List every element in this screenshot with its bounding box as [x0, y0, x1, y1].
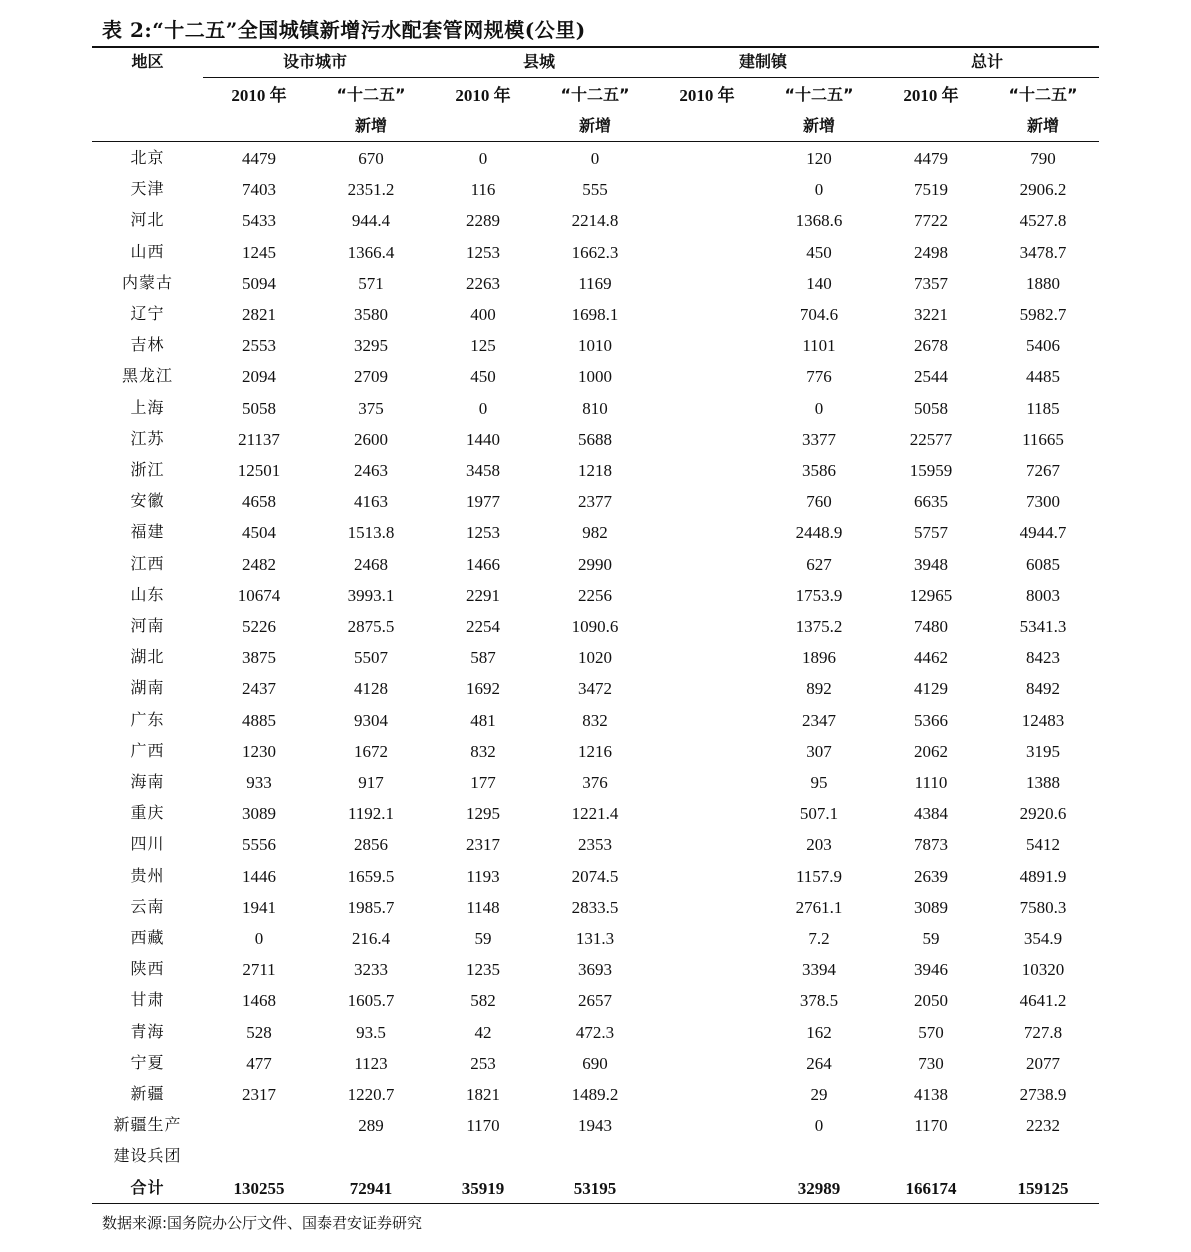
- table-cell: 1605.7: [347, 991, 395, 1011]
- table-cell: 4504: [242, 523, 276, 543]
- region-name: 贵州: [130, 865, 165, 885]
- table-cell: 7267: [1026, 461, 1060, 480]
- subheader-new-line1: “十二五”: [336, 85, 406, 104]
- table-cell: 6635: [914, 492, 948, 512]
- table-cell: 1192.1: [347, 804, 395, 824]
- table-cell: 1366.4: [347, 242, 395, 262]
- table-cell: 2738.9: [1019, 1085, 1067, 1104]
- table-cell: 587: [470, 648, 496, 668]
- table-cell: 2437: [242, 679, 276, 699]
- table-cell: 2761.1: [795, 897, 843, 917]
- region-name: 新疆: [130, 1084, 165, 1103]
- table-cell: 570: [918, 1022, 944, 1042]
- table-cell: 0: [814, 180, 824, 200]
- table-cell: 3948: [914, 554, 948, 574]
- table-cell: 2094: [242, 367, 276, 387]
- table-cell: 2317: [242, 1085, 276, 1104]
- table-cell: 5058: [242, 398, 276, 418]
- subheader-new-line2: 新增: [578, 116, 611, 135]
- table-cell: 690: [582, 1053, 608, 1073]
- table-cell: 2875.5: [347, 617, 395, 636]
- table-cell: 704.6: [799, 305, 839, 324]
- table-cell: 2050: [914, 991, 948, 1011]
- table-cell: 95: [810, 773, 828, 792]
- region-name: 北京: [130, 148, 165, 167]
- region-name: 辽宁: [130, 304, 165, 323]
- table-cell: 1368.6: [795, 211, 843, 231]
- table-cell: 582: [470, 991, 496, 1011]
- table-cell: 1218: [578, 461, 612, 480]
- table-cell: 253: [470, 1053, 496, 1073]
- region-name-line2: 建设兵团: [113, 1146, 182, 1166]
- total-cell: 53195: [573, 1179, 617, 1198]
- total-cell: 166174: [905, 1179, 957, 1198]
- table-cell: 1489.2: [571, 1085, 619, 1104]
- table-cell: 5341.3: [1019, 617, 1067, 636]
- table-cell: 3580: [354, 305, 388, 324]
- table-cell: 3221: [914, 305, 948, 324]
- table-cell: 727.8: [1023, 1022, 1063, 1042]
- table-cell: 2463: [354, 461, 388, 480]
- table-cell: 917: [358, 773, 384, 792]
- table-cell: 571: [358, 273, 384, 293]
- table-cell: 177: [470, 773, 496, 792]
- table-cell: 7480: [914, 617, 948, 636]
- table-cell: 5433: [242, 211, 276, 231]
- table-cell: 2709: [354, 367, 388, 387]
- table-cell: 1943: [578, 1116, 612, 1136]
- region-name: 西藏: [130, 928, 165, 947]
- table-cell: 2317: [466, 835, 500, 855]
- table-cell: 7357: [914, 273, 948, 293]
- table-cell: 3089: [914, 897, 948, 917]
- table-cell: 2062: [914, 741, 948, 761]
- subheader-new-line1: “十二五”: [784, 85, 854, 104]
- table-cell: 1692: [466, 679, 500, 699]
- table-cell: 832: [582, 710, 608, 730]
- table-cell: 1253: [466, 523, 500, 543]
- region-name: 湖南: [130, 678, 165, 698]
- table-cell: 477: [246, 1053, 272, 1073]
- total-cell: 130255: [233, 1179, 285, 1198]
- table-cell: 1157.9: [795, 866, 843, 886]
- table-cell: 5688: [578, 429, 612, 449]
- table-cell: 375: [358, 398, 384, 418]
- table-cell: 3946: [914, 960, 948, 980]
- table-cell: 2657: [578, 991, 612, 1011]
- table-cell: 1672: [354, 741, 388, 761]
- table-cell: 4944.7: [1019, 523, 1067, 543]
- table-cell: 8003: [1026, 585, 1060, 605]
- table-cell: 3089: [242, 804, 276, 824]
- table-cell: 1193: [466, 866, 500, 886]
- region-name: 河北: [130, 210, 165, 230]
- table-cell: 2256: [578, 585, 612, 605]
- table-cell: 5412: [1026, 835, 1060, 855]
- table-cell: 2833.5: [571, 897, 619, 917]
- table-cell: 216.4: [351, 929, 391, 948]
- table-cell: 1446: [242, 866, 276, 886]
- table-cell: 2353: [578, 835, 612, 855]
- table-cell: 3472: [578, 679, 612, 699]
- table-cell: 1235: [466, 960, 500, 980]
- table-cell: 528: [246, 1022, 272, 1042]
- table-cell: 116: [470, 180, 496, 200]
- table-cell: 1253: [466, 242, 500, 262]
- table-cell: 5556: [242, 835, 276, 855]
- table-cell: 1662.3: [571, 242, 619, 262]
- table-cell: 2600: [354, 429, 388, 449]
- table-cell: 892: [806, 679, 832, 699]
- table-cell: 3195: [1026, 741, 1060, 761]
- table-cell: 59: [474, 929, 492, 948]
- total-cell: 72941: [349, 1179, 393, 1198]
- table-cell: 7722: [914, 211, 948, 231]
- table-cell: 1880: [1026, 273, 1060, 293]
- table-cell: 4658: [242, 492, 276, 512]
- table-cell: 2351.2: [347, 180, 395, 200]
- table-cell: 140: [806, 273, 832, 293]
- table-cell: 10320: [1021, 960, 1065, 980]
- table-cell: 555: [582, 180, 608, 200]
- table-cell: 3394: [802, 960, 836, 980]
- group-header-town: 建制镇: [738, 52, 787, 71]
- table-cell: 12483: [1021, 710, 1065, 730]
- table-cell: 6085: [1026, 554, 1060, 574]
- subheader-2010: 2010 年: [679, 86, 735, 105]
- table-cell: 1110: [914, 773, 948, 792]
- table-cell: 93.5: [356, 1022, 386, 1042]
- region-name: 广西: [130, 740, 165, 760]
- table-cell: 4129: [914, 679, 948, 699]
- table-cell: 400: [470, 305, 496, 324]
- table-cell: 4479: [914, 149, 948, 168]
- table-cell: 933: [246, 773, 272, 792]
- region-name: 海南: [130, 772, 165, 791]
- table-cell: 8423: [1026, 648, 1060, 668]
- table-cell: 2074.5: [571, 866, 619, 886]
- table-cell: 481: [470, 710, 496, 730]
- table-cell: 378.5: [799, 991, 839, 1011]
- table-cell: 1185: [1026, 398, 1060, 418]
- table-cell: 1821: [466, 1085, 500, 1104]
- table-cell: 3377: [802, 429, 836, 449]
- subheader-2010: 2010 年: [455, 86, 511, 105]
- table-cell: 1513.8: [347, 523, 395, 543]
- table-cell: 4163: [354, 492, 388, 512]
- table-cell: 2711: [242, 960, 276, 980]
- region-name: 河南: [130, 616, 165, 635]
- table-cell: 1753.9: [795, 585, 843, 605]
- table-cell: 1468: [242, 991, 276, 1011]
- table-cell: 2639: [914, 866, 948, 886]
- table-cell: 21137: [238, 429, 280, 449]
- table-cell: 5058: [914, 398, 948, 418]
- group-underline: [203, 77, 1099, 78]
- region-name: 内蒙古: [121, 272, 173, 292]
- region-name: 青海: [130, 1021, 165, 1041]
- table-cell: 4138: [914, 1085, 948, 1104]
- table-cell: 2906.2: [1019, 180, 1067, 200]
- table-cell: 4384: [914, 804, 948, 824]
- table-cell: 12501: [237, 461, 281, 480]
- group-header-total: 总计: [970, 52, 1003, 71]
- top-rule: [92, 46, 1099, 48]
- table-cell: 0: [478, 149, 488, 168]
- table-cell: 2448.9: [795, 523, 843, 543]
- table-cell: 5406: [1026, 336, 1060, 356]
- table-cell: 2377: [578, 492, 612, 512]
- bottom-rule: [92, 1203, 1099, 1204]
- region-name: 重庆: [130, 803, 165, 823]
- header-region: 地区: [131, 52, 164, 71]
- table-cell: 2498: [914, 242, 948, 262]
- table-cell: 944.4: [351, 211, 391, 231]
- table-cell: 15959: [909, 461, 953, 480]
- table-cell: 790: [1030, 149, 1056, 168]
- subheader-new-line1: “十二五”: [1008, 85, 1078, 104]
- table-cell: 3586: [802, 461, 836, 480]
- table-cell: 59: [922, 929, 940, 948]
- region-name: 福建: [130, 522, 165, 542]
- table-cell: 0: [814, 398, 824, 418]
- table-cell: 10674: [237, 585, 281, 605]
- region-name: 吉林: [130, 335, 165, 355]
- table-cell: 1245: [242, 242, 276, 262]
- table-title: 表 2:“十二五”全国城镇新增污水配套管网规模(公里): [102, 18, 586, 42]
- table-cell: 1169: [578, 273, 612, 293]
- region-name: 甘肃: [130, 990, 165, 1010]
- table-cell: 1896: [802, 648, 836, 668]
- table-cell: 0: [590, 149, 600, 168]
- table-cell: 2678: [914, 336, 948, 356]
- table-cell: 4462: [914, 648, 948, 668]
- region-name: 广东: [130, 709, 165, 729]
- table-cell: 5982.7: [1019, 305, 1067, 324]
- subheader-new-line2: 新增: [1026, 116, 1059, 135]
- table-cell: 131.3: [575, 929, 615, 948]
- table-cell: 1941: [242, 897, 276, 917]
- table-cell: 3295: [354, 336, 388, 356]
- region-name: 江苏: [130, 428, 165, 448]
- table-cell: 2990: [578, 554, 612, 574]
- table-cell: 4891.9: [1019, 866, 1067, 886]
- table-cell: 162: [806, 1022, 832, 1042]
- table-cell: 0: [478, 398, 488, 418]
- table-cell: 0: [814, 1116, 824, 1136]
- table-cell: 627: [806, 554, 832, 574]
- table-cell: 7873: [914, 835, 948, 855]
- subheader-2010: 2010 年: [903, 86, 959, 105]
- table-cell: 4479: [242, 149, 276, 168]
- table-cell: 982: [582, 523, 608, 543]
- table-cell: 760: [806, 492, 832, 512]
- table-cell: 1977: [466, 492, 500, 512]
- total-cell: 159125: [1017, 1179, 1069, 1198]
- table-cell: 1698.1: [571, 305, 619, 324]
- region-name: 云南: [130, 896, 165, 916]
- region-name: 山西: [130, 241, 165, 261]
- table-cell: 450: [470, 367, 496, 387]
- table-cell: 2347: [802, 710, 836, 730]
- table-cell: 2214.8: [571, 211, 619, 231]
- total-label: 合计: [130, 1178, 165, 1197]
- table-cell: 4641.2: [1019, 991, 1067, 1011]
- table-cell: 1148: [466, 897, 500, 917]
- table-cell: 1220.7: [347, 1085, 395, 1104]
- table-cell: 1216: [578, 741, 612, 761]
- table-cell: 354.9: [1023, 929, 1063, 948]
- source-note: 数据来源:国务院办公厅文件、国泰君安证券研究: [102, 1214, 423, 1232]
- table-cell: 1440: [466, 429, 500, 449]
- table-cell: 5094: [242, 273, 276, 293]
- table-cell: 11665: [1022, 429, 1064, 449]
- table-cell: 1466: [466, 554, 500, 574]
- region-name: 湖北: [130, 647, 165, 667]
- region-name: 江西: [130, 553, 165, 573]
- table-cell: 3233: [354, 960, 388, 980]
- table-cell: 1388: [1026, 773, 1060, 792]
- table-cell: 3458: [466, 461, 500, 480]
- region-name: 新疆生产: [113, 1115, 182, 1135]
- table-cell: 5226: [242, 617, 276, 636]
- table-cell: 3478.7: [1019, 242, 1067, 262]
- table-cell: 2553: [242, 336, 276, 356]
- table-cell: 5757: [914, 523, 948, 543]
- region-name: 安徽: [130, 491, 165, 511]
- region-name: 陕西: [130, 959, 165, 979]
- table-cell: 203: [806, 835, 832, 855]
- table-cell: 3875: [242, 648, 276, 668]
- table-cell: 2077: [1026, 1053, 1060, 1073]
- table-cell: 1230: [242, 741, 276, 761]
- total-cell: 32989: [797, 1179, 841, 1198]
- table-cell: 1170: [466, 1116, 500, 1136]
- table-cell: 1010: [578, 336, 612, 356]
- table-cell: 1101: [802, 336, 836, 356]
- table-cell: 472.3: [575, 1022, 615, 1042]
- table-cell: 2482: [242, 554, 276, 574]
- table-cell: 9304: [354, 710, 388, 730]
- table-cell: 7519: [914, 180, 948, 200]
- table-cell: 12965: [909, 585, 953, 605]
- table-cell: 1090.6: [571, 617, 619, 636]
- total-cell: 35919: [461, 1179, 505, 1198]
- table-cell: 1020: [578, 648, 612, 668]
- table-cell: 7580.3: [1019, 897, 1067, 917]
- header-bottom-rule: [92, 141, 1099, 142]
- table-cell: 7403: [242, 180, 276, 200]
- table-cell: 4485: [1026, 367, 1060, 387]
- table-cell: 1375.2: [795, 617, 843, 636]
- table-cell: 730: [918, 1053, 944, 1073]
- table-cell: 2821: [242, 305, 276, 324]
- table-cell: 776: [806, 367, 832, 387]
- region-name: 天津: [130, 179, 165, 199]
- table-cell: 1295: [466, 804, 500, 824]
- subheader-new-line2: 新增: [354, 116, 387, 135]
- table-cell: 264: [806, 1053, 832, 1073]
- table-cell: 1659.5: [347, 866, 395, 886]
- table-cell: 507.1: [799, 804, 839, 824]
- table-cell: 7300: [1026, 492, 1060, 512]
- table-cell: 2856: [354, 835, 388, 855]
- table-cell: 2544: [914, 367, 948, 387]
- table-cell: 1123: [354, 1053, 388, 1073]
- table-cell: 120: [806, 149, 832, 168]
- table-cell: 3993.1: [347, 585, 395, 605]
- table-cell: 2263: [466, 273, 500, 293]
- table-cell: 4128: [354, 679, 388, 699]
- region-name: 黑龙江: [121, 366, 173, 386]
- table-cell: 2920.6: [1019, 804, 1067, 824]
- group-header-city: 设市城市: [282, 52, 347, 71]
- region-name: 山东: [130, 584, 165, 604]
- table-cell: 0: [254, 929, 264, 948]
- table-cell: 8492: [1026, 679, 1060, 699]
- table-cell: 4885: [242, 710, 276, 730]
- subheader-new-line1: “十二五”: [560, 85, 630, 104]
- table-cell: 42: [474, 1022, 492, 1042]
- table-cell: 1170: [914, 1116, 948, 1136]
- table-cell: 5366: [914, 710, 948, 730]
- table-cell: 670: [358, 149, 384, 168]
- table-cell: 810: [582, 398, 608, 418]
- table-cell: 125: [470, 336, 496, 356]
- group-header-county: 县城: [522, 52, 555, 71]
- region-name: 上海: [130, 397, 165, 417]
- table-cell: 2468: [354, 554, 388, 574]
- region-name: 浙江: [130, 460, 165, 479]
- table-cell: 1985.7: [347, 897, 395, 917]
- table-cell: 1000: [578, 367, 612, 387]
- subheader-2010: 2010 年: [231, 86, 287, 105]
- table-cell: 2254: [466, 617, 500, 636]
- table-cell: 3693: [578, 960, 612, 980]
- table-cell: 4527.8: [1019, 211, 1067, 231]
- table-cell: 2232: [1026, 1116, 1060, 1136]
- table-cell: 29: [810, 1085, 828, 1104]
- table-cell: 307: [806, 741, 832, 761]
- table-cell: 289: [358, 1116, 384, 1136]
- table-cell: 22577: [909, 429, 953, 449]
- table-cell: 2289: [466, 211, 500, 231]
- subheader-new-line2: 新增: [802, 116, 835, 135]
- table-cell: 832: [470, 741, 496, 761]
- region-name: 四川: [130, 834, 165, 854]
- table-cell: 5507: [354, 648, 388, 668]
- table-cell: 7.2: [808, 929, 830, 948]
- table-cell: 376: [582, 773, 608, 792]
- table-cell: 2291: [466, 585, 500, 605]
- table-cell: 450: [806, 242, 832, 262]
- region-name: 宁夏: [130, 1052, 165, 1072]
- table-cell: 1221.4: [571, 804, 619, 824]
